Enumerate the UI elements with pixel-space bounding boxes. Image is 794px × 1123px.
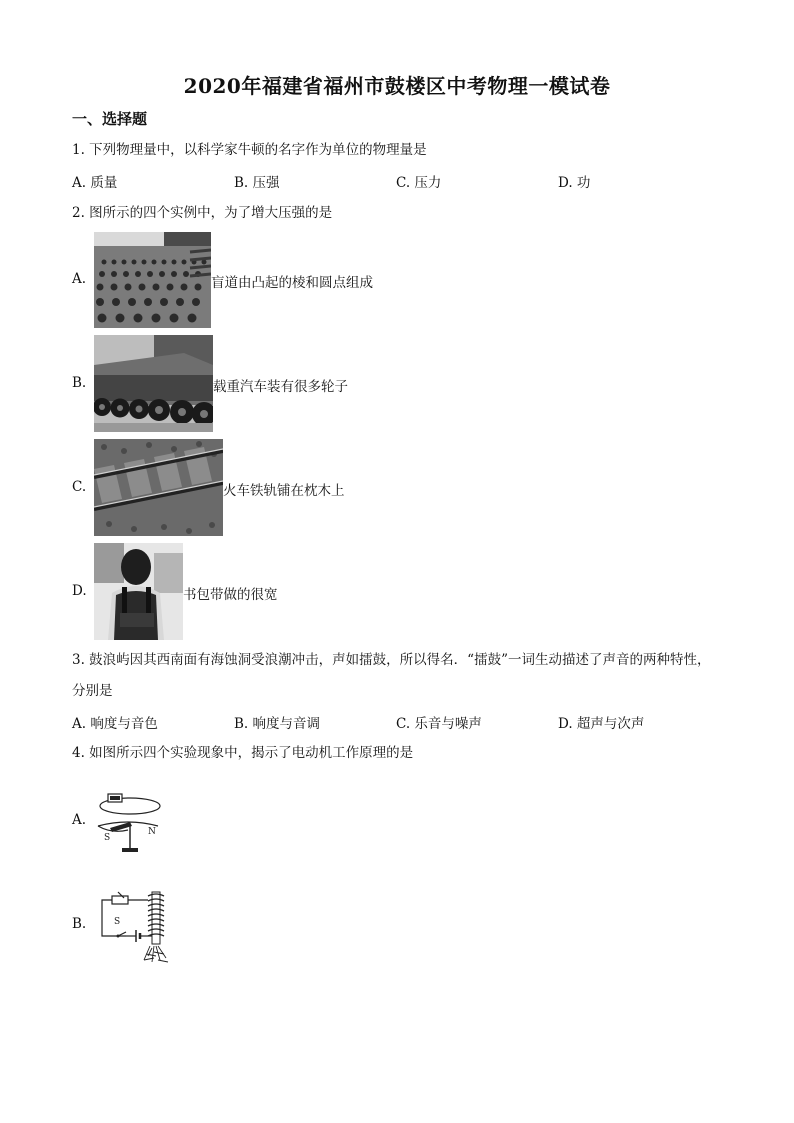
compass-label-s: S (104, 833, 111, 843)
tactile-paving-photo (94, 232, 211, 328)
railway-track-photo (94, 439, 223, 536)
q2-option-c-letter[interactable]: C. (72, 479, 87, 495)
q2-option-d-caption[interactable]: 书包带做的很宽 (183, 587, 278, 603)
q2-option-a-caption[interactable]: 盲道由凸起的棱和圆点组成 (211, 275, 373, 291)
q2-option-b-letter[interactable]: B. (72, 375, 87, 391)
q2-option-b-caption[interactable]: 载重汽车装有很多轮子 (213, 379, 348, 395)
switch-label-s: S (114, 917, 121, 927)
q3-option-d[interactable]: D. 超声与次声 (558, 716, 645, 732)
q1-option-a[interactable]: A. 质量 (72, 175, 118, 191)
q4-stem: 4. 如图所示四个实验现象中，揭示了电动机工作原理的是 (72, 745, 414, 761)
page-title: 2020年福建省福州市鼓楼区中考物理一模试卷 (183, 74, 611, 98)
q3-stem-line2: 分别是 (72, 683, 113, 699)
compass-label-n: N (148, 827, 156, 837)
q2-stem: 2. 图所示的四个实例中，为了增大压强的是 (72, 205, 333, 221)
q2-option-c-caption[interactable]: 火车铁轨铺在枕木上 (223, 483, 345, 499)
schoolbag-photo (94, 543, 183, 640)
q1-option-c[interactable]: C. 压力 (396, 175, 442, 191)
electromagnet-circuit-diagram (96, 890, 180, 964)
q3-option-b[interactable]: B. 响度与音调 (234, 716, 321, 732)
q1-option-b[interactable]: B. 压强 (234, 175, 280, 191)
q3-option-c[interactable]: C. 乐音与噪声 (396, 716, 482, 732)
q1-options (72, 171, 722, 191)
q3-option-a[interactable]: A. 响度与音色 (72, 716, 158, 732)
heavy-truck-photo (94, 335, 213, 432)
q4-option-a-letter[interactable]: A. (72, 812, 87, 828)
q3-stem-line1: 3. 鼓浪屿因其西南面有海蚀洞受浪潮冲击，声如擂鼓，所以得名．“擂鼓”一词生动描述了声音的两种特性， (72, 652, 711, 668)
q2-option-a-letter[interactable]: A. (72, 271, 87, 287)
section-heading: 一、选择题 (72, 110, 148, 128)
q1-option-d[interactable]: D. 功 (558, 175, 591, 191)
q3-options (72, 712, 722, 732)
compass-wire-diagram (92, 790, 164, 856)
q2-option-d-letter[interactable]: D. (72, 583, 87, 599)
q1-stem: 1. 下列物理量中，以科学家牛顿的名字作为单位的物理量是 (72, 142, 427, 158)
q4-option-b-letter[interactable]: B. (72, 916, 87, 932)
